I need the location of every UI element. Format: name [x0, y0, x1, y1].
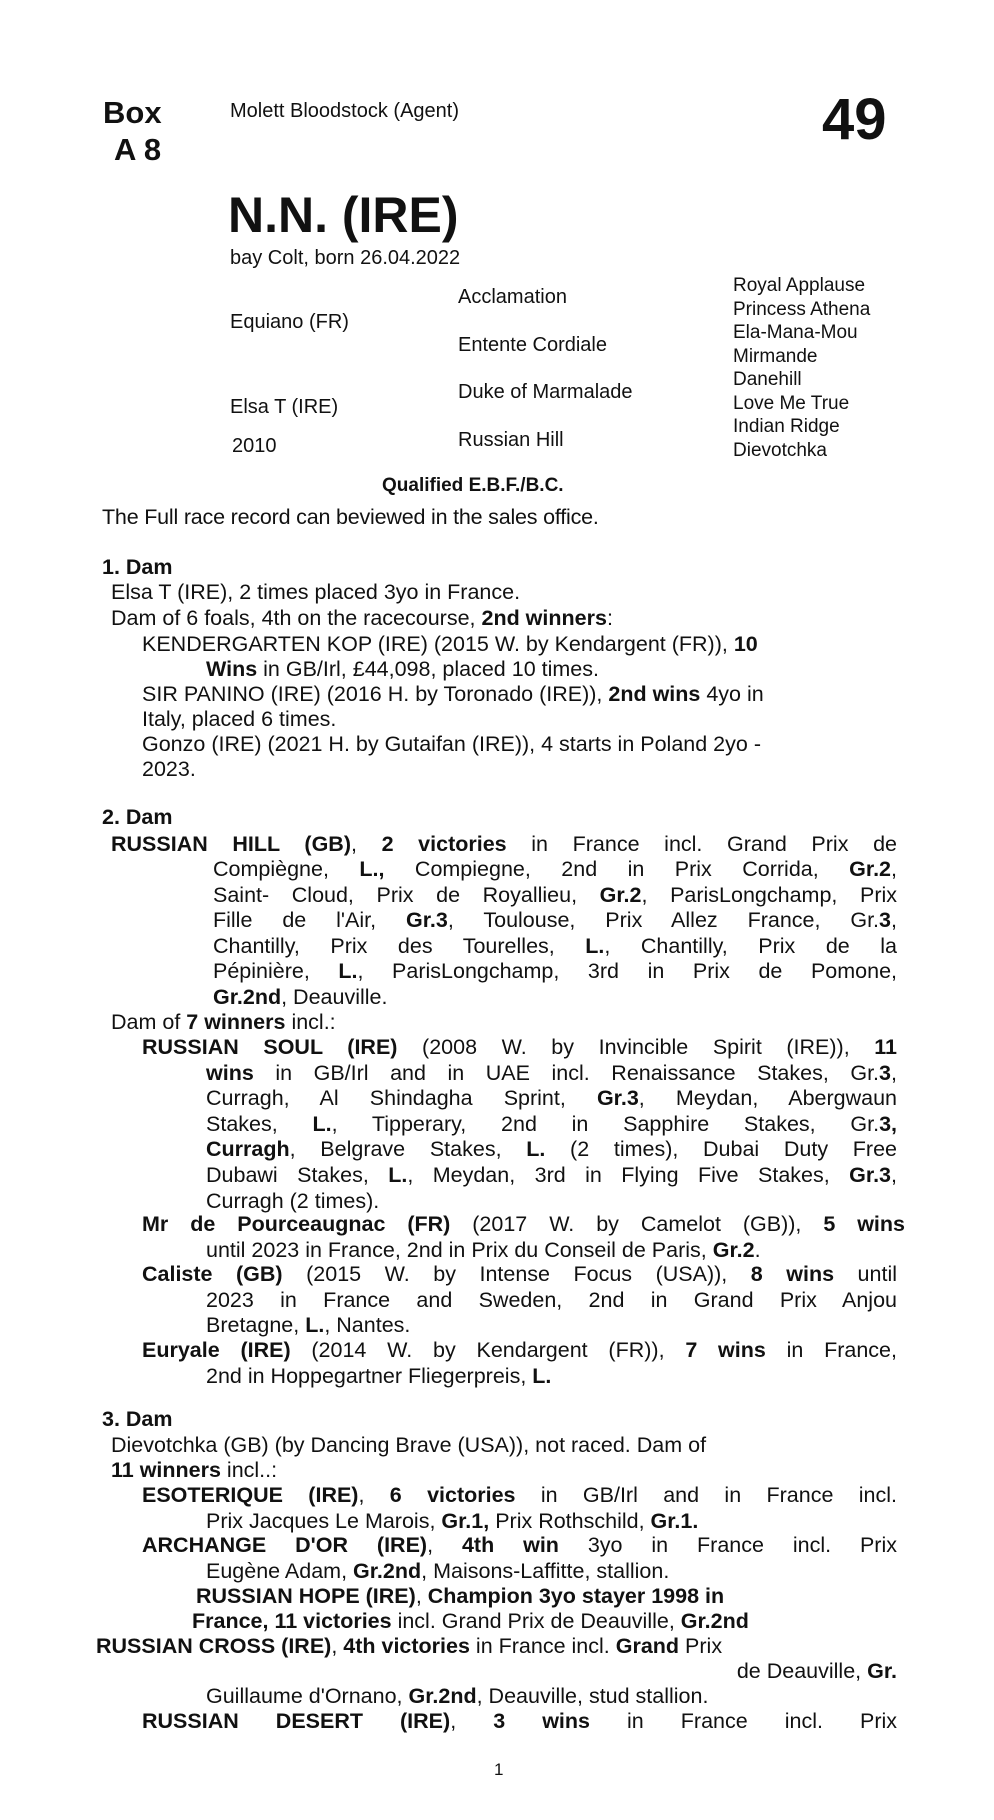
produce-russian-cross: RUSSIAN CROSS (IRE), 4th victories in France incl. Grand Prix	[96, 1634, 723, 1658]
agent-name: Molett Bloodstock (Agent)	[230, 100, 459, 122]
text: ,	[350, 832, 382, 856]
pedigree-grandsire: Acclamation	[458, 286, 567, 308]
pedigree-damsire: Duke of Marmalade	[458, 381, 633, 403]
pedigree-gen3-7: Indian Ridge	[733, 416, 840, 437]
record-line: wins in GB/Irl and in UAE incl. Renaissance Stakes, Gr.3,	[206, 1060, 897, 1085]
horse-description: bay Colt, born 26.04.2022	[230, 247, 461, 269]
granddam-produce-summary: Dam of 7 winners incl.:	[111, 1010, 336, 1034]
record-line: Curragh, Belgrave Stakes, L. (2 times), Dubai Duty Free	[206, 1137, 898, 1162]
record-line: Euryale (IRE) (2014 W. by Kendargent (FR)), 7 wins in France,	[142, 1338, 897, 1362]
dam1-heading: 1. Dam	[102, 555, 173, 579]
box-label: Box	[103, 95, 162, 130]
pedigree-granddam-sire-side: Entente Cordiale	[458, 334, 607, 356]
record-line: Chantilly, Prix des Tourelles, L., Chantilly, Prix de la	[213, 933, 897, 958]
dam3-heading: 3. Dam	[102, 1407, 173, 1431]
granddam-main-line	[111, 832, 897, 858]
text: in France incl. Grand Prix de	[506, 832, 897, 856]
produce-russian-hope-cont: France, 11 victories incl. Grand Prix de Deauville, Gr.2nd	[192, 1609, 749, 1633]
granddam-record	[213, 857, 897, 1011]
record-line: Dubawi Stakes, L., Meydan, 3rd in Flying Five Stakes, Gr.3,	[206, 1162, 897, 1187]
produce-summary-bold: 2nd winners	[481, 606, 607, 630]
foal-entry-cont	[206, 657, 599, 683]
record-line: until 2023 in France, 2nd in Prix du Conseil de Paris, Gr.2.	[206, 1237, 761, 1262]
foal-text: KENDERGARTEN KOP (IRE) (2015 W. by Kendargent (FR)),	[142, 632, 734, 656]
record-line: Mr de Pourceaugnac (FR) (2017 W. by Camelot (GB)), 5 wins	[142, 1212, 905, 1236]
record-line: Curragh (2 times).	[206, 1188, 380, 1213]
produce-summary-suffix: :	[606, 606, 613, 630]
record-line: ESOTERIQUE (IRE), 6 victories in GB/Irl and in France incl.	[142, 1483, 897, 1507]
record-line: Compiègne, L., Compiegne, 2nd in Prix Corrida, Gr.2,	[213, 857, 897, 881]
foal-bold: 2nd wins	[608, 682, 701, 706]
record-line: 2023 in France and Sweden, 2nd in Grand Prix Anjou	[206, 1287, 897, 1312]
box-number: A 8	[114, 132, 162, 167]
record-line: Stakes, L., Tipperary, 2nd in Sapphire Stakes, Gr.3,	[206, 1111, 897, 1136]
foal-entry	[142, 632, 758, 658]
record-line: Prix Jacques Le Marois, Gr.1, Prix Rothschild, Gr.1.	[206, 1508, 699, 1533]
pedigree-gen3-4: Mirmande	[733, 345, 818, 367]
third-dam-description: Dievotchka (GB) (by Dancing Brave (USA)), not raced. Dam of	[111, 1433, 707, 1457]
foal-text: in GB/Irl, £44,098, placed 10 times.	[257, 657, 599, 681]
record-line: Saint- Cloud, Prix de Royallieu, Gr.2, ParisLongchamp, Prix	[213, 882, 898, 907]
pedigree-dam-year: 2010	[232, 435, 277, 457]
granddam-name: RUSSIAN HILL (GB)	[111, 832, 351, 856]
foal-text: SIR PANINO (IRE) (2016 H. by Toronado (IRE)),	[142, 682, 609, 706]
produce-archange-dor	[142, 1533, 897, 1584]
race-record-note: The Full race record can beviewed in the sales office.	[102, 505, 599, 529]
record-line: Gr.2nd, Deauville.	[213, 984, 388, 1009]
record-line: Eugène Adam, Gr.2nd, Maisons-Laffitte, stallion.	[206, 1558, 670, 1583]
produce-caliste	[142, 1262, 897, 1339]
record-line: RUSSIAN SOUL (IRE) (2008 W. by Invincible Spirit (IRE)), 11	[142, 1035, 898, 1059]
pedigree-gen3-3: Ela-Mana-Mou	[733, 322, 858, 343]
record-line: Bretagne, L., Nantes.	[206, 1313, 411, 1338]
pedigree-gen3-2: Princess Athena	[733, 298, 871, 320]
pedigree-gen3-6: Love Me True	[733, 392, 850, 414]
pedigree-gen3-8: Dievotchka	[733, 439, 827, 461]
foal-bold: Wins	[206, 657, 258, 681]
record-line: 2nd in Hoppegartner Fliegerpreis, L.	[206, 1363, 552, 1388]
foal-text: 4yo in	[700, 682, 764, 706]
dam1-produce-summary	[111, 606, 613, 632]
produce-russian-cross-cont: Guillaume d'Ornano, Gr.2nd, Deauville, stud stallion.	[206, 1684, 709, 1708]
horse-name: N.N. (IRE)	[228, 187, 459, 243]
dam2-heading: 2. Dam	[102, 805, 173, 829]
third-dam-produce-summary: 11 winners incl..:	[111, 1458, 278, 1482]
produce-mr-de-pourceaugnac	[142, 1212, 905, 1263]
foal-bold: 10	[733, 632, 758, 656]
pedigree-dam: Elsa T (IRE)	[230, 396, 339, 418]
pedigree-granddam: Russian Hill	[458, 429, 564, 451]
record-line: Pépinière, L., ParisLongchamp, 3rd in Prix de Pomone,	[213, 959, 897, 984]
pedigree-sire: Equiano (FR)	[230, 311, 349, 333]
pedigree-gen3-5: Danehill	[733, 369, 802, 390]
foal-entry-cont: 2023.	[142, 757, 196, 781]
foal-entry: Gonzo (IRE) (2021 H. by Gutaifan (IRE)), 4 starts in Poland 2yo -	[142, 732, 761, 756]
record-line: ARCHANGE D'OR (IRE), 4th win 3yo in France incl. Prix	[142, 1533, 897, 1557]
pedigree-gen3-1: Royal Applause	[733, 275, 866, 296]
produce-russian-soul	[142, 1035, 897, 1214]
produce-russian-cross-cont: de Deauville, Gr.	[736, 1659, 897, 1683]
page-number: 1	[494, 1760, 504, 1779]
produce-euryale	[142, 1338, 897, 1389]
dam1-description: Elsa T (IRE), 2 times placed 3yo in France.	[111, 580, 521, 604]
bold-text: 2 victories	[381, 832, 507, 856]
record-line: Fille de l'Air, Gr.3, Toulouse, Prix Allez France, Gr.3,	[213, 908, 897, 933]
produce-russian-hope: RUSSIAN HOPE (IRE), Champion 3yo stayer 1998 in	[196, 1584, 725, 1608]
pedigree-gen3-list	[733, 274, 870, 462]
foal-entry-cont: Italy, placed 6 times.	[142, 707, 337, 731]
produce-russian-desert: RUSSIAN DESERT (IRE), 3 wins in France incl. Prix	[142, 1709, 898, 1733]
foal-entry	[142, 682, 764, 708]
produce-summary-text: Dam of 6 foals, 4th on the racecourse,	[111, 606, 482, 630]
record-line: Caliste (GB) (2015 W. by Intense Focus (USA)), 8 wins until	[142, 1262, 897, 1286]
produce-esoterique	[142, 1483, 897, 1534]
qualified-note: Qualified E.B.F./B.C.	[382, 475, 564, 496]
lot-number: 49	[822, 87, 887, 152]
record-line: Curragh, Al Shindagha Sprint, Gr.3, Meydan, Abergwaun	[206, 1086, 897, 1111]
